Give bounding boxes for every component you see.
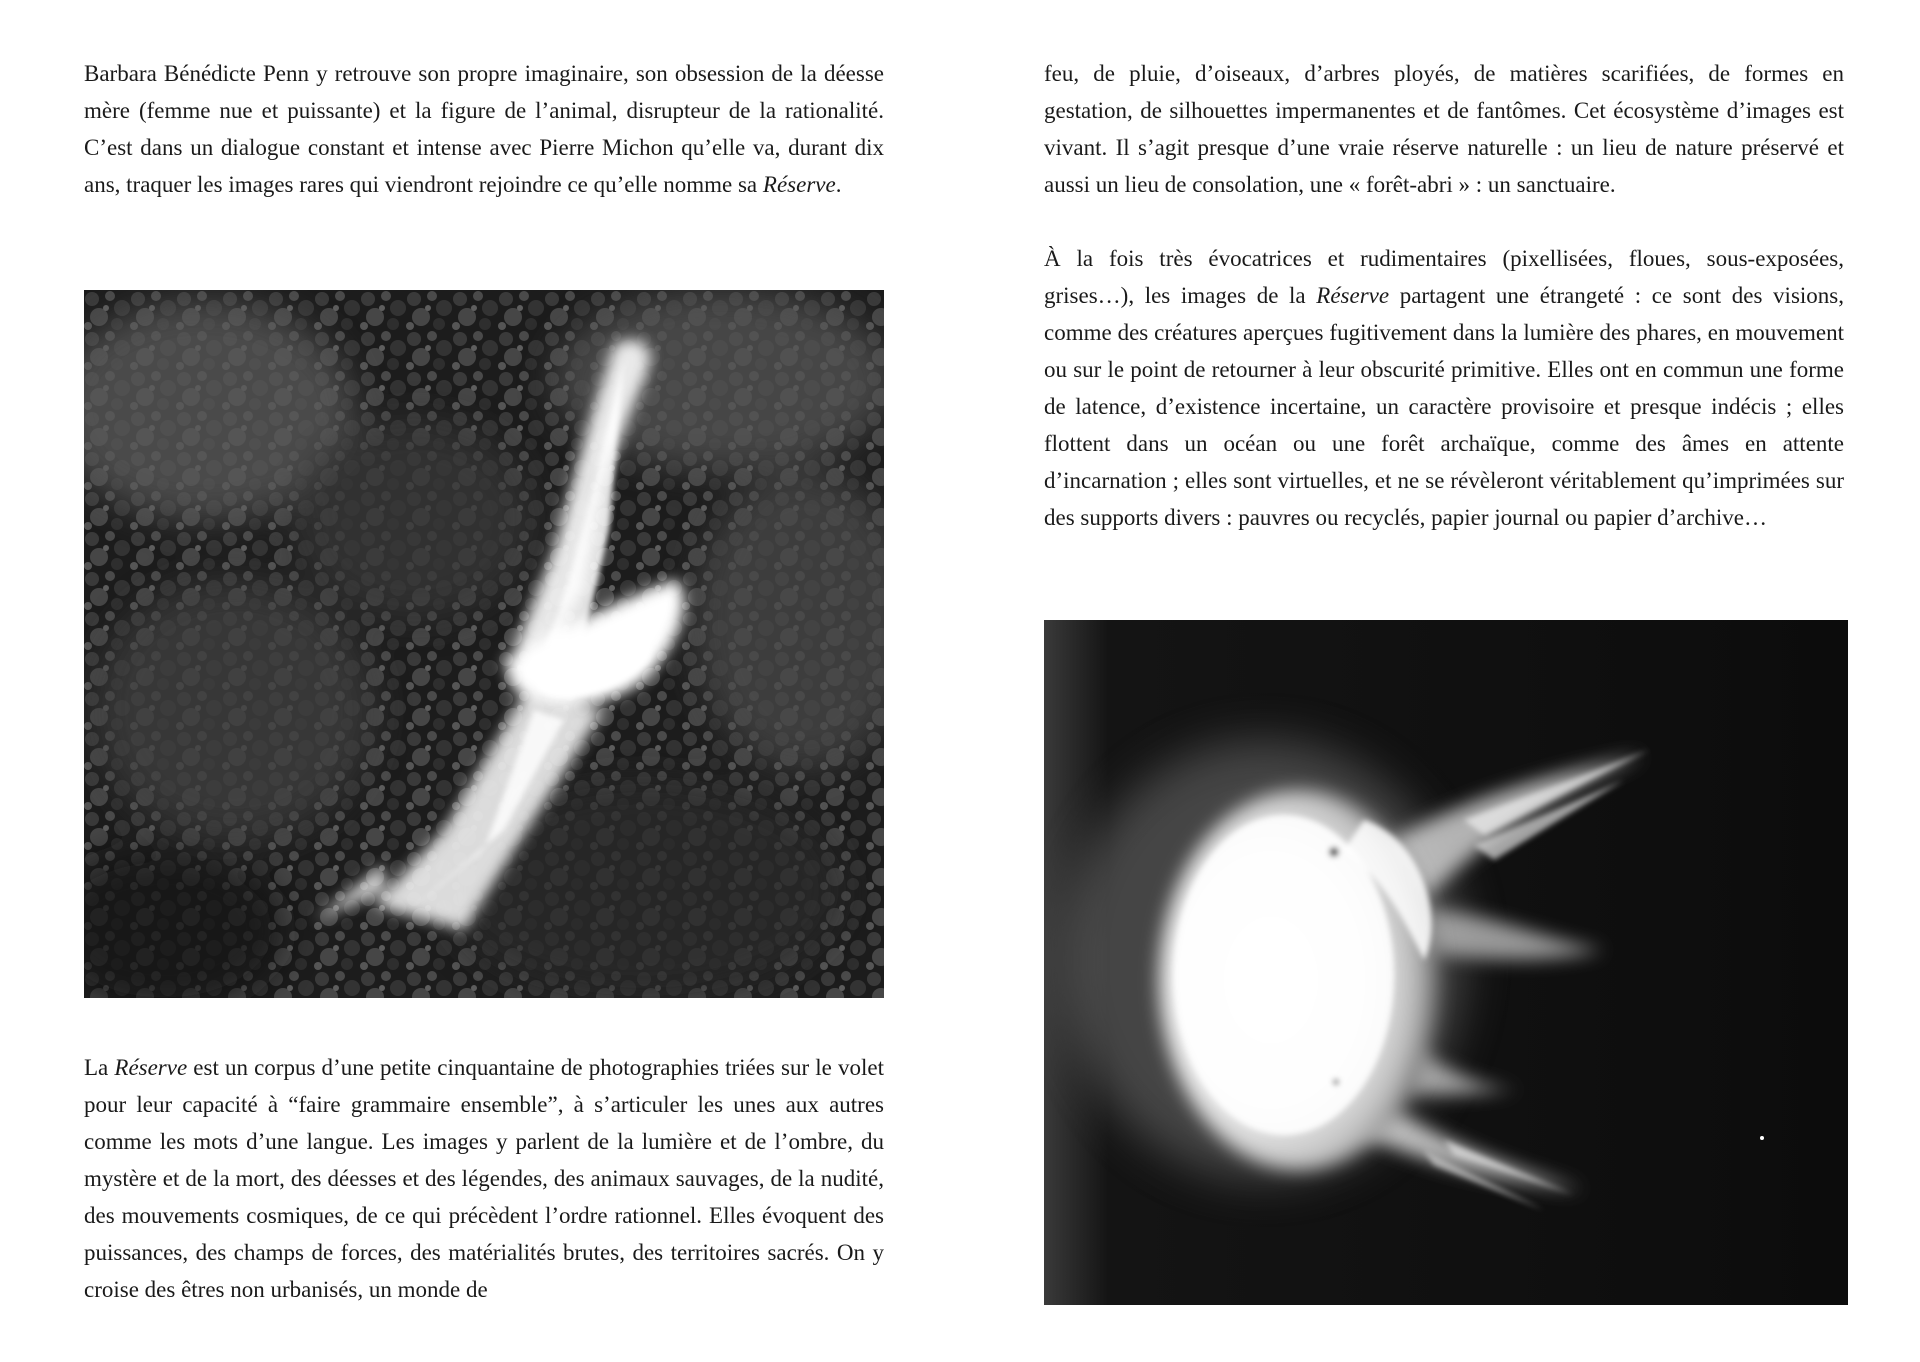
right-paragraph-1: feu, de pluie, d’oiseaux, d’arbres ployés, de matières scarifiées, de formes en gestation, de silhouettes impermanentes et de fantômes. Cet écosystème d’images est vivant. Il s’agit presque d’une vraie réserve naturelle : un lieu de nature préservé et aussi un lieu de consolation, une « forêt-abri » : un sanctuaire. — [1044, 61, 1844, 197]
right-page — [960, 0, 1920, 1362]
bird-photo — [84, 290, 884, 998]
right-paragraph-2: À la fois très évocatrices et rudimentaires (pixellisées, floues, sous-exposées, grises…), les images de la Réserve partagent une étrangeté : ce sont des visions, comme des créatures aperçues fugitivement dans la lumière des phares, en mouvement ou sur le point de retourner à leur obscurité primitive. Elles ont en commun une forme de latence, d’existence incertaine, un caractère provisoire et presque indécis ; elles flottent dans un océan ou une forêt archaïque, comme des âmes en attente d’incarnation ; elles sont virtuelles, et ne se révèleront véritablement qu’imprimées sur des supports divers : pauvres ou recyclés, papier journal ou papier d’archive… — [1044, 246, 1844, 530]
reserve-title: Réserve — [114, 1055, 188, 1080]
jellyfish-photo — [1044, 620, 1848, 1305]
jellyfish-image — [1044, 620, 1848, 1305]
left-paragraph-2: La Réserve est un corpus d’une petite cinquantaine de photographies triées sur le volet pour leur capacité à “faire grammaire ensemble”, à s’articuler les unes aux autres comme les mots d’une langue. Les images y parlent de la lumière et de l’ombre, du mystère et de la mort, des déesses et des légendes, des animaux sauvages, de la nudité, des mouvements cosmiques, de ce qui précèdent l’ordre rationnel. Elles évoquent des puissances, des champs de forces, des matérialités brutes, des territoires sacrés. On y croise des êtres non urbanisés, un monde de — [84, 1055, 884, 1302]
bird-in-flight-image — [84, 290, 884, 998]
reserve-title: Réserve — [762, 172, 836, 197]
reserve-title: Réserve — [1316, 283, 1390, 308]
left-paragraph-1: Barbara Bénédicte Penn y retrouve son propre imaginaire, son obsession de la déesse mère (femme nue et puissante) et la figure de l’animal, disrupteur de la rationalité. C’est dans un dialogue constant et intense avec Pierre Michon qu’elle va, durant dix ans, traquer les images rares qui viendront rejoindre ce qu’elle nomme sa Réserve. — [84, 61, 884, 197]
